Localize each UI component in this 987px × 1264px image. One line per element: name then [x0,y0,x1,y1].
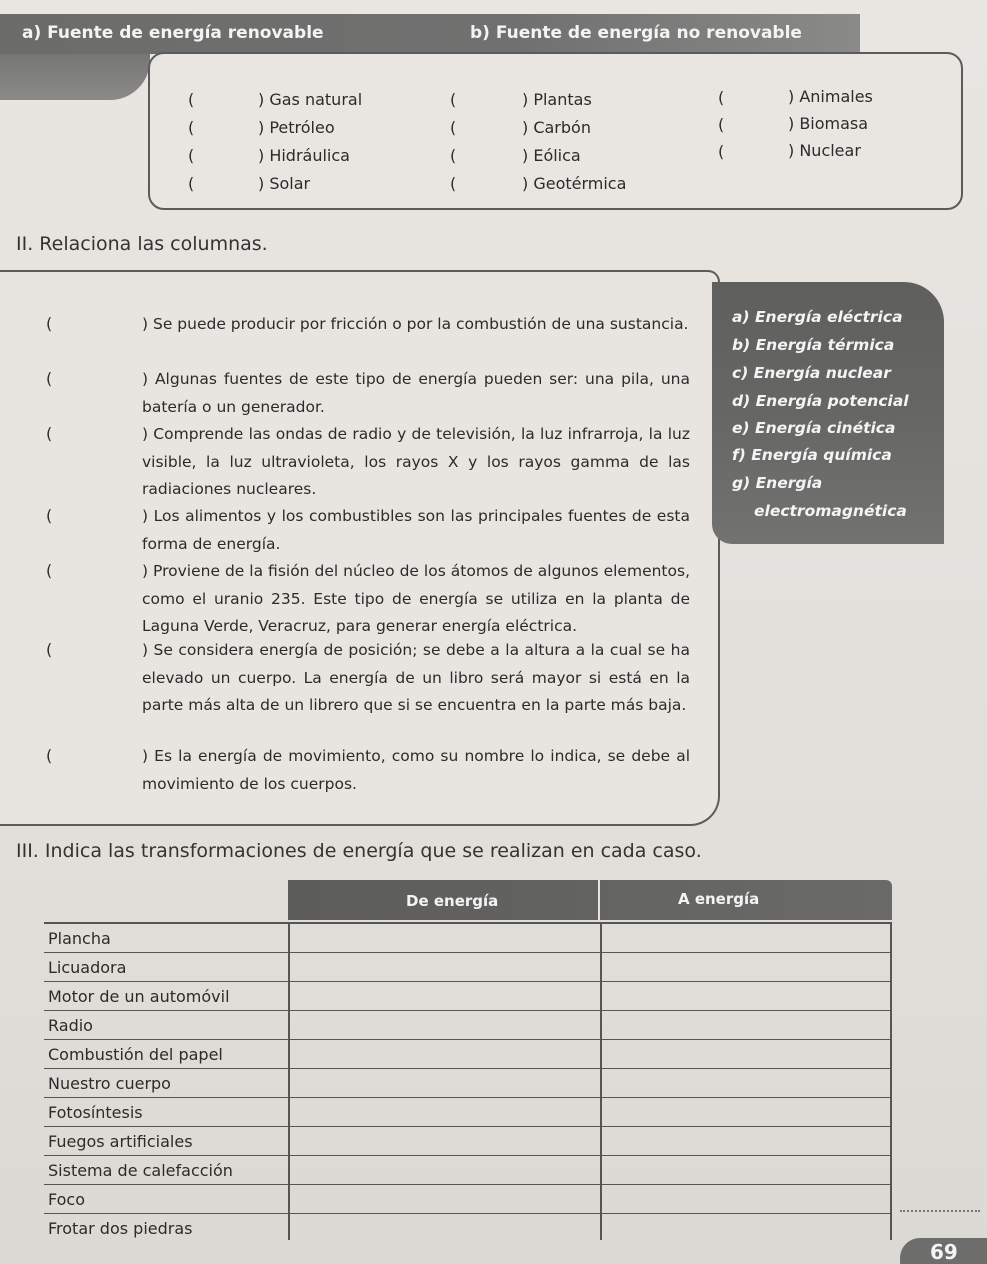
statement-4: ) Los alimentos y los combustibles son las principales fuentes de esta forma de energía. [142,507,690,553]
answer-blank[interactable]: ( [188,174,195,193]
option-solar: ) Solar [258,174,311,193]
answer-f: f) Energía química [732,446,892,464]
row-label: Licuadora [48,958,127,977]
statement-7: ) Es la energía de movimiento, como su nombre lo indica, se debe al movimiento de los cuerpos. [142,747,690,793]
row-label: Fotosíntesis [48,1103,143,1122]
answer-blank[interactable]: ( [46,746,53,765]
answer-blank[interactable]: ( [188,146,195,165]
option-geotermica: ) Geotérmica [522,174,627,193]
option-carbon: ) Carbón [522,118,591,137]
table-row[interactable] [44,1214,892,1243]
table-row[interactable] [44,1069,892,1098]
answer-blank[interactable]: ( [46,369,53,388]
row-label: Fuegos artificiales [48,1132,193,1151]
answer-blank[interactable]: ( [718,115,725,134]
table-row[interactable] [44,1040,892,1069]
answer-options-panel [712,282,944,544]
answer-a: a) Energía eléctrica [732,308,903,326]
energy-transformation-table [44,880,892,1238]
table-row[interactable] [44,1156,892,1185]
option-plantas: ) Plantas [522,90,592,109]
answer-d: d) Energía potencial [732,392,909,410]
statement-6: ) Se considera energía de posición; se debe a la altura a la cual se ha elevado un cuerpo. La energía de un libro será mayor si está en la parte más alta de un librero que si se encuentra en la parte más baja. [142,641,690,714]
option-nuclear: ) Nuclear [788,141,861,160]
table-row[interactable] [44,1098,892,1127]
answer-g: g) Energía [732,474,823,492]
col-header-from: De energía [406,892,499,910]
statement-5: ) Proviene de la fisión del núcleo de los átomos de algunos elementos, como el uranio 235. Este tipo de energía se utiliza en la planta de Laguna Verde, Veracruz, para generar energía eléctrica. [142,562,690,635]
answer-blank[interactable]: ( [46,561,53,580]
answer-b: b) Energía térmica [732,336,895,354]
answer-blank[interactable]: ( [718,88,725,107]
table-row[interactable] [44,982,892,1011]
row-label: Motor de un automóvil [48,987,230,1006]
answer-blank[interactable]: ( [450,174,457,193]
row-label: Frotar dos piedras [48,1219,193,1238]
section3-title: III. Indica las transformaciones de energía que se realizan en cada caso. [16,840,702,862]
answer-blank[interactable]: ( [46,314,53,333]
header-divider [598,880,600,920]
section1-options-box [148,52,963,210]
statement-1: ) Se puede producir por fricción o por la combustión de una sustancia. [142,315,689,333]
heading-renewable: a) Fuente de energía renovable [22,23,324,43]
section2-title: II. Relaciona las columnas. [16,233,268,255]
row-label: Nuestro cuerpo [48,1074,171,1093]
row-label: Foco [48,1190,86,1209]
col-header-to: A energía [678,890,760,908]
row-label: Plancha [48,929,111,948]
table-header [288,880,892,920]
option-animales: ) Animales [788,87,873,106]
page-number: 69 [900,1238,987,1264]
answer-blank[interactable]: ( [188,118,195,137]
option-biomasa: ) Biomasa [788,114,869,133]
section1-header-band [0,14,860,54]
row-label: Combustión del papel [48,1045,223,1064]
answer-blank[interactable]: ( [46,506,53,525]
answer-blank[interactable]: ( [46,424,53,443]
option-gas-natural: ) Gas natural [258,90,363,109]
answer-c: c) Energía nuclear [732,364,891,382]
footer-decoration [900,1210,980,1212]
option-eolica: ) Eólica [522,146,581,165]
table-row[interactable] [44,1011,892,1040]
answer-blank[interactable]: ( [450,146,457,165]
option-petroleo: ) Petróleo [258,118,335,137]
table-grid [44,922,892,1238]
table-row[interactable] [44,953,892,982]
answer-g-cont: electromagnética [754,502,907,520]
answer-blank[interactable]: ( [188,90,195,109]
answer-e: e) Energía cinética [732,419,896,437]
answer-blank[interactable]: ( [46,640,53,659]
table-row[interactable] [44,1185,892,1214]
answer-blank[interactable]: ( [450,90,457,109]
answer-blank[interactable]: ( [718,142,725,161]
heading-nonrenewable: b) Fuente de energía no renovable [470,23,802,43]
table-row[interactable] [44,1127,892,1156]
answer-blank[interactable]: ( [450,118,457,137]
statement-2: ) Algunas fuentes de este tipo de energía pueden ser: una pila, una batería o un generador. [142,370,690,416]
option-hidraulica: ) Hidráulica [258,146,350,165]
row-label: Sistema de calefacción [48,1161,233,1180]
statement-3: ) Comprende las ondas de radio y de televisión, la luz infrarroja, la luz visible, la luz ultravioleta, los rayos X y los rayos gamma de las radiaciones nucleares. [142,425,690,498]
row-label: Radio [48,1016,93,1035]
table-row[interactable] [44,924,892,953]
